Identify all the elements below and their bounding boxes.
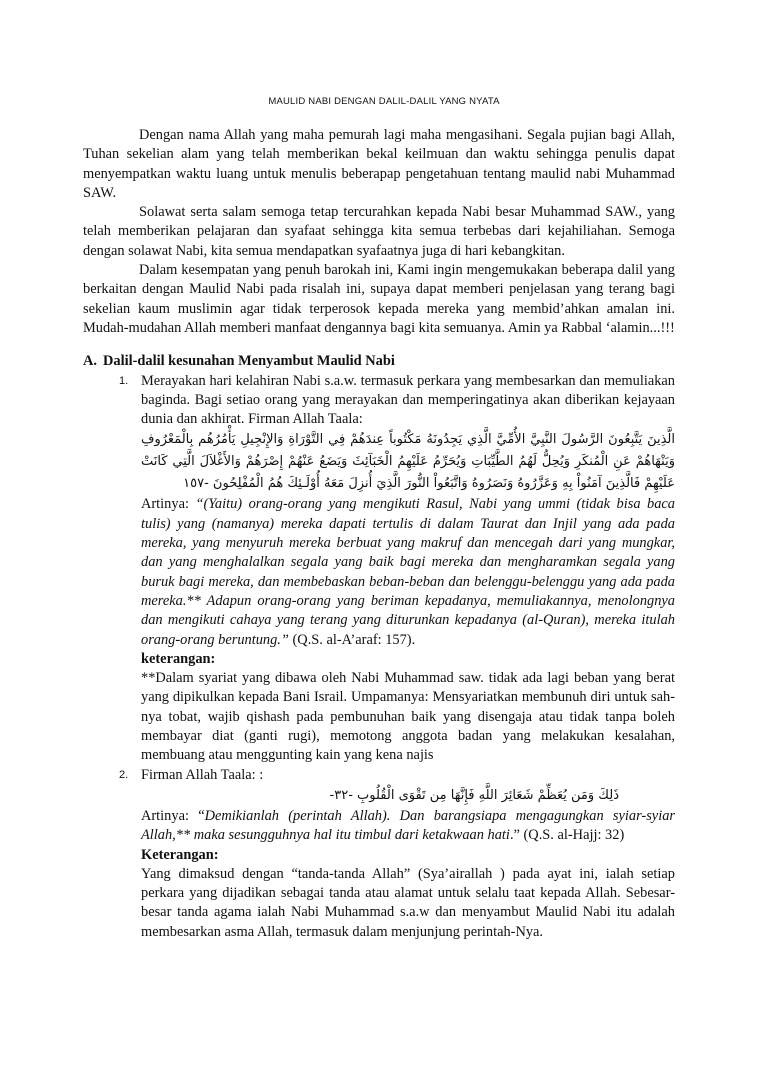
translation-label: Artinya: “ [141, 807, 205, 824]
page-title: MAULID NABI DENGAN DALIL-DALIL YANG NYATA [268, 96, 500, 107]
note-text: Yang dimaksud dengan “tanda-tanda Allah” (Sya’airallah ) pada ayat ini, ialah setiap perkara yang dijadikan sebagai tanda atau alamat untuk selalu taat kepada Allah. Sebesar-besar tanda agama ialah Nabi Muhammad s.a.w dan menyambut Maulid Nabi itu adalah membesarkan asma Allah, termasuk dalam menjunjung perintah-Nya. [141, 865, 675, 940]
section-heading [83, 352, 675, 371]
list-item-number: 1. [119, 374, 129, 387]
list-item [119, 766, 675, 942]
translation-reference: (Q.S. al-A’araf: 157). [288, 631, 416, 648]
translation-quote: “(Yaitu) orang-orang yang mengikuti Rasul, Nabi yang ummi (tidak bisa baca tulis) yang (namanya) mereka dapati tertulis di dalam Taurat dan Injil yang ada pada mereka, yang menyuruh mereka berbuat yang makruf dan mencegah dari yang mungkar, dan yang menghalalkan segala yang baik bagi mereka dan mengharamkan segala yang buruk bagi mereka, dan membebaskan beban-beban dan belenggu-belenggu yang ada pada mereka.** Adapun orang-orang yang beriman kepadanya, memuliakannya, menolongnya dan mengikuti cahaya yang terang yang diturunkan kepadanya (al-Quran), mereka itulah orang-orang beruntung.” [141, 496, 675, 648]
note-label: keterangan: [141, 650, 216, 667]
translation-reference: .” (Q.S. al-Hajj: 32) [509, 827, 625, 844]
list-item [119, 372, 675, 766]
list-item-number: 2. [119, 768, 129, 781]
intro-paragraph-2: Solawat serta salam semoga tetap tercurahkan kepada Nabi besar Muhammad SAW., yang telah memberikan pelajaran dan syafaat sehingga kita semua terbebas dari kejahiliahan. Semoga dengan solawat Nabi, kita semua mendapatkan syafaatnya juga di hari kebangkitan. [83, 204, 675, 259]
translation-quote: Demikianlah (perintah Allah). Dan barangsiapa mengagungkan syiar-syiar Allah,** maka sesungguhnya hal itu timbul dari ketakwaan hati [141, 807, 675, 844]
note-text: **Dalam syariat yang dibawa oleh Nabi Muhammad saw. tidak ada lagi beban yang berat yang dipikulkan kepada Bani Israil. Umpamanya: Mensyariatkan membunuh diri untuk sah-nya tobat, wajib qishash pada pembunuhan baik yang disengaja atau tidak tanpa boleh membayar diat (ganti rugi), memotong anggota badan yang melakukan kesalahan, membuang atau menggunting kain yang kena najis [141, 670, 675, 764]
intro-paragraph-3: Dalam kesempatan yang penuh barokah ini, Kami ingin mengemukakan beberapa dalil yang berkaitan dengan Maulid Nabi pada risalah ini, supaya dapat memberi penjelasan yang terang bagi sekelian kaum muslimin agar tidak terperosok kepada mereka yang membid’ahkan amalan ini. Mudah-mudahan Allah memberi manfaat dengannya bagi kita semuanya. Amin ya Rabbal ‘alamin...!!! [83, 262, 675, 336]
list-item-text: Firman Allah Taala: : [141, 766, 264, 783]
note-label: Keterangan: [141, 846, 219, 863]
list-item-text: Merayakan hari kelahiran Nabi s.a.w. termasuk perkara yang membesarkan dan memuliakan baginda. Bagi setiao orang yang merayakan dan memperingatinya akan diberikan kejayaan dunia dan akhirat. Firman Allah Taala: [141, 372, 675, 428]
translation [141, 807, 675, 846]
intro-paragraph-1: Dengan nama Allah yang maha pemurah lagi maha mengasihani. Segala pujian bagi Allah, Tuhan sekelian alam yang telah memberikan bekal keilmuan dan waktu sehingga penulis dapat menyempatkan waktu luang untuk menulis beberapap pengetahuan tentang maulid nabi Muhammad SAW. [83, 127, 675, 201]
translation-label: Artinya: [141, 496, 196, 513]
document-body [83, 126, 675, 942]
translation [141, 495, 675, 649]
section-heading-text: Dalil-dalil kesunahan Menyambut Maulid Nabi [103, 353, 395, 370]
arabic-verse: الَّذِينَ يَتَّبِعُونَ الرَّسُولَ النَّبِيَّ الأُمِّيَّ الَّذِي يَجِدُونَهُ مَكْتُوباً عِندَهُمْ فِي التَّوْرَاةِ وَالإِنْجِيلِ يَأْمُرُهُم بِالْمَعْرُوفِ وَيَنْهَاهُمْ عَنِ الْمُنكَرِ وَيُحِلُّ لَهُمُ الطَّيِّبَاتِ وَيُحَرِّمُ عَلَيْهِمُ الْخَبَآئِثَ وَيَضَعُ عَنْهُمْ إِصْرَهُمْ وَالأَغْلاَلَ الَّتِي كَانَتْ عَلَيْهِمْ فَالَّذِينَ آمَنُواْ بِهِ وَعَزَّرُوهُ وَنَصَرُوهُ وَاتَّبَعُواْ النُّورَ الَّذِيَ أُنزِلَ مَعَهُ أُوْلَـئِكَ هُمُ الْمُفْلِحُونَ -١٥٧ [141, 432, 675, 492]
arabic-verse: ذَلِكَ وَمَن يُعَظِّمْ شَعَائِرَ اللَّهِ فَإِنَّهَا مِن تَقْوَى الْقُلُوبِ -٣٢- [329, 787, 619, 803]
section-letter: A. [83, 353, 97, 370]
